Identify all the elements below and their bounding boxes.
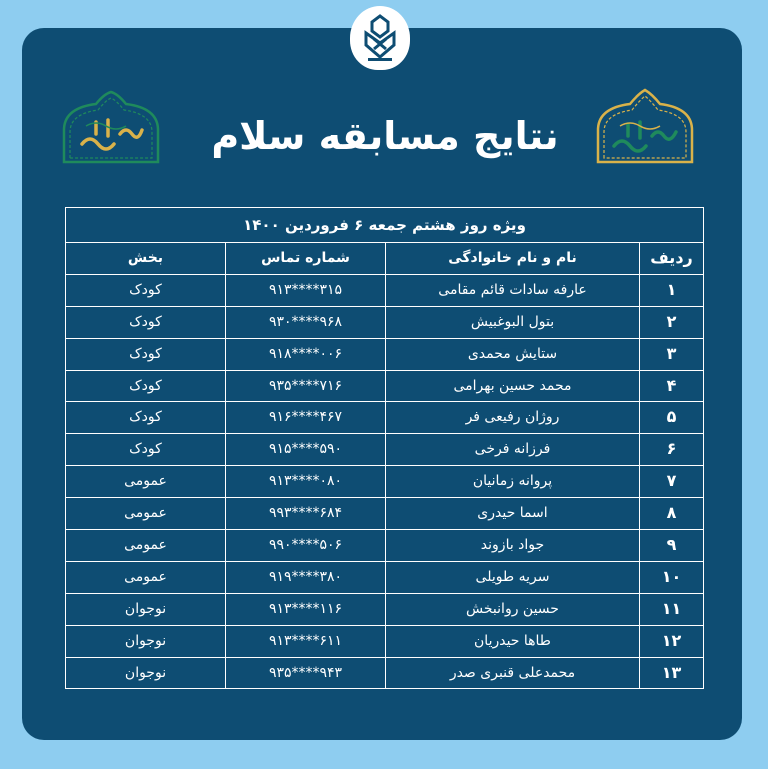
row-section: کودک [129,441,162,458]
row-name: محمدعلی قنبری صدر [385,658,639,690]
row-name: محمد حسین بهرامی [385,371,639,402]
page-title: نتایج مسابقه سلام [211,114,559,158]
row-number: ۹ [639,530,703,561]
row-phone: ۹۹۳****۶۸۴ [225,498,385,529]
results-table [65,207,704,689]
column-header-phone: شماره تماس [225,243,385,274]
row-number: ۱۳ [639,658,703,690]
row-number: ۱۲ [639,626,703,657]
row-name: سریه طویلی [385,562,639,593]
row-number: ۷ [639,466,703,497]
column-header-number: ردیف [639,243,703,274]
row-section: کودک [129,377,162,394]
row-phone: ۹۱۳****۳۱۵ [225,275,385,306]
table-caption: ویژه روز هشتم جمعه ۶ فروردین ۱۴۰۰ [66,208,703,243]
row-phone: ۹۳۵****۹۴۳ [225,658,385,690]
row-name: جواد بازوند [385,530,639,561]
column-header-section: بخش [127,250,164,266]
row-section: نوجوان [124,664,167,681]
row-name: طاها حیدریان [385,626,639,657]
table-row [66,658,703,690]
table-row [66,371,703,403]
row-number: ۱۰ [639,562,703,593]
row-section: کودک [129,345,162,362]
table-row [66,594,703,626]
row-phone: ۹۱۳****۰۸۰ [225,466,385,497]
row-section: کودک [129,409,162,426]
row-name: بتول البوغبیش [385,307,639,338]
table-row [66,339,703,371]
row-phone: ۹۱۶****۴۶۷ [225,402,385,433]
table-row [66,466,703,498]
table-row [66,562,703,594]
salam-green-emblem-icon [56,90,166,168]
table-row [66,530,703,562]
table-row [66,402,703,434]
table-row [66,307,703,339]
row-name: پروانه زمانیان [385,466,639,497]
institution-logo-icon [350,6,410,70]
row-section: نوجوان [124,632,167,649]
row-section: عمومی [124,537,167,554]
row-section: عمومی [124,568,167,585]
row-phone: ۹۹۰****۵۰۶ [225,530,385,561]
row-number: ۱۱ [639,594,703,625]
row-phone: ۹۱۳****۱۱۶ [225,594,385,625]
row-section: نوجوان [124,600,167,617]
row-number: ۱ [639,275,703,306]
table-row [66,498,703,530]
row-phone: ۹۱۳****۶۱۱ [225,626,385,657]
row-phone: ۹۱۵****۵۹۰ [225,434,385,465]
column-header-name: نام و نام خانوادگی [385,243,639,274]
row-name: ستایش محمدی [385,339,639,370]
row-name: حسین روانبخش [385,594,639,625]
table-row [66,626,703,658]
table-row [66,275,703,307]
row-number: ۵ [639,402,703,433]
row-number: ۲ [639,307,703,338]
row-section: عمومی [124,473,167,490]
row-number: ۶ [639,434,703,465]
row-name: فرزانه فرخی [385,434,639,465]
row-number: ۸ [639,498,703,529]
row-number: ۴ [639,371,703,402]
row-section: کودک [129,313,162,330]
row-section: عمومی [124,505,167,522]
row-number: ۳ [639,339,703,370]
row-phone: ۹۱۸****۰۰۶ [225,339,385,370]
row-section: کودک [129,281,162,298]
row-name: عارفه سادات قائم مقامی [385,275,639,306]
row-name: اسما حیدری [385,498,639,529]
table-row [66,434,703,466]
row-phone: ۹۳۵****۷۱۶ [225,371,385,402]
row-name: روژان رفیعی فر [385,402,639,433]
row-phone: ۹۳۰****۹۶۸ [225,307,385,338]
row-phone: ۹۱۹****۳۸۰ [225,562,385,593]
table-header-row [66,243,703,275]
